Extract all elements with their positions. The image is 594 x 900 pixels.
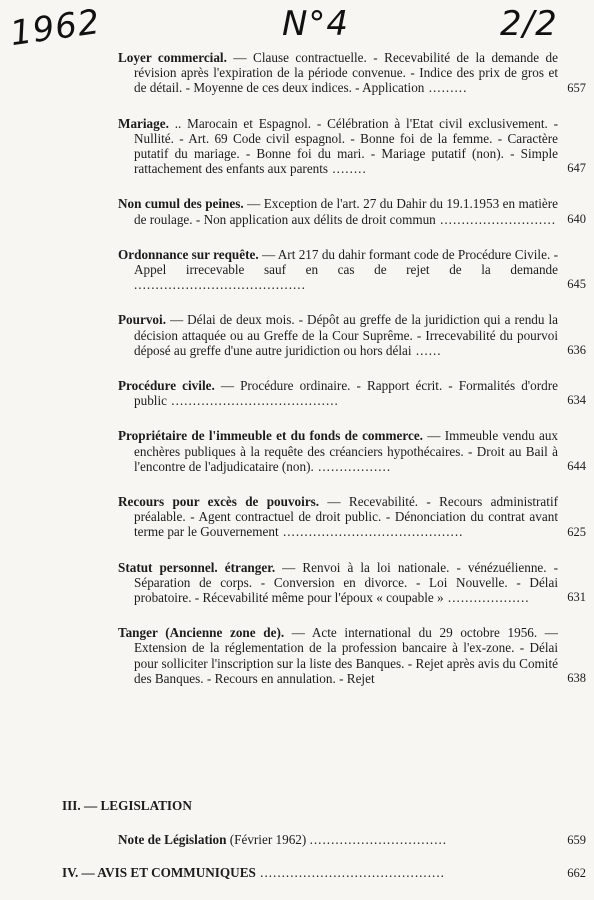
- entry-title: Mariage.: [118, 115, 169, 131]
- index-entry-recours: [118, 494, 586, 540]
- section-heading-legislation: III. — LEGISLATION: [62, 798, 192, 813]
- entry-leader: ........................................: [134, 277, 306, 293]
- legislation-note-title: Note de Législation: [118, 832, 227, 847]
- index-entry-statut-personnel: [118, 560, 586, 606]
- entry-leader: ......: [411, 342, 442, 358]
- entry-page: 647: [567, 161, 586, 176]
- entry-leader: ..........................................: [278, 524, 464, 540]
- entry-leader: .......................................: [166, 393, 339, 409]
- index-entry-mariage: [118, 116, 586, 177]
- entry-title: Ordonnance sur requête.: [118, 246, 259, 262]
- entry-page: 657: [567, 80, 586, 95]
- index-entry-tanger: [118, 625, 586, 686]
- entry-body: — Immeuble vendu aux enchères publiques à la requête des créanciers hypothécaires. - Droit au Bail à l'encontre de l'adjudicataire (non).: [134, 428, 559, 474]
- index-entry-non-cumul: [118, 196, 586, 226]
- index-entry-proprietaire: [118, 428, 586, 474]
- index-entry-ordonnance: [118, 247, 586, 293]
- handwritten-issue-number: N°4: [282, 4, 350, 44]
- section-heading-avis: [62, 865, 586, 881]
- entry-leader: ...................: [443, 590, 530, 606]
- entry-body: — Procédure ordinaire. - Rapport écrit. - Formalités d'ordre public: [134, 378, 559, 409]
- entry-leader: ...........................: [435, 211, 557, 227]
- legislation-note-leader: ................................: [309, 832, 448, 847]
- avis-page: 662: [567, 866, 586, 880]
- entry-body: .. Marocain et Espagnol. - Célébration à l'Etat civil exclusivement. - Nullité. - Art. 69 Code civil espagnol. - Bonne foi de la femme. - Caractère putatif du mariage. - Bonne foi du mari. - Mariage putatif (non). - Simple rattachement des enfants aux parents: [134, 115, 558, 177]
- entry-title: Pourvoi.: [118, 312, 166, 328]
- index-entry-loyer: [118, 50, 586, 96]
- index-entry-procedure-civile: [118, 378, 586, 408]
- index-entry-pourvoi: [118, 312, 586, 358]
- entry-page: 631: [567, 590, 586, 605]
- legislation-note-page: 659: [567, 833, 586, 847]
- entry-page: 638: [567, 671, 586, 686]
- entry-body: — Art 217 du dahir formant code de Procédure Civile. - Appel irrecevable sauf en cas de rejet de la demande: [134, 246, 558, 278]
- entry-page: 636: [567, 343, 586, 358]
- entry-body: — Exception de l'art. 27 du Dahir du 19.1.1953 en matière de roulage. - Non application aux délits de droit commun: [134, 196, 558, 227]
- entry-body: — Recevabilité. - Recours administratif préalable. - Agent contractuel de droit public. - Dénonciation du contrat avant terme par le Gouvernement: [134, 494, 559, 540]
- avis-heading-text: IV. — AVIS ET COMMUNIQUES: [62, 865, 256, 880]
- entry-body: — Délai de deux mois. - Dépôt au greffe de la juridiction qui a rendu la décision attaquée ou au Greffe de la Cour Suprême. - Irrecevabilité du pourvoi déposé au greffe d'une autre juridiction ou hors délai: [134, 312, 558, 358]
- entry-body: — Acte international du 29 octobre 1956. — Extension de la réglementation de la profession bancaire à l'ex-zone. - Délai pour solliciter l'inscription sur la liste des Banques. - Rejet après avis du Comité des Banques. - Recours en annulation. - Rejet: [134, 625, 558, 686]
- entry-page: 645: [567, 277, 586, 292]
- entry-title: Procédure civile.: [118, 378, 215, 394]
- legislation-note-body: (Février 1962): [226, 832, 310, 847]
- entry-body: — Clause contractuelle. - Recevabilité de la demande de révision après l'expiration de la période convenue. - Indice des prix de gros et de détail. - Moyenne de ces deux indices. - Application: [134, 50, 558, 96]
- entry-page: 640: [567, 211, 586, 226]
- entry-title: Loyer commercial.: [118, 50, 227, 65]
- entry-page: 634: [567, 393, 586, 408]
- entry-body: — Renvoi à la loi nationale. - vénézuélienne. - Séparation de corps. - Conversion en divorce. - Loi Nouvelle. - Délai probatoire. - Récevabilité même pour l'époux « coupable »: [134, 559, 558, 606]
- entry-title: Propriétaire de l'immeuble et du fonds de commerce.: [118, 428, 423, 444]
- entry-leader: .........: [424, 80, 468, 96]
- handwritten-part: 2/2: [500, 4, 558, 44]
- handwritten-year: 1962: [7, 1, 103, 55]
- entry-leader: ........: [328, 161, 367, 177]
- entry-page: 625: [567, 524, 586, 539]
- entry-leader: .................: [313, 458, 392, 474]
- entry-page: 644: [567, 459, 586, 474]
- index-entries: [118, 50, 586, 686]
- entry-title: Non cumul des peines.: [118, 196, 244, 212]
- legislation-note-entry: [118, 832, 586, 848]
- entry-title: Recours pour excès de pouvoirs.: [118, 494, 320, 510]
- avis-leader: ...........................................: [255, 865, 445, 880]
- entry-title: Tanger (Ancienne zone de).: [118, 625, 285, 641]
- entry-title: Statut personnel. étranger.: [118, 559, 276, 575]
